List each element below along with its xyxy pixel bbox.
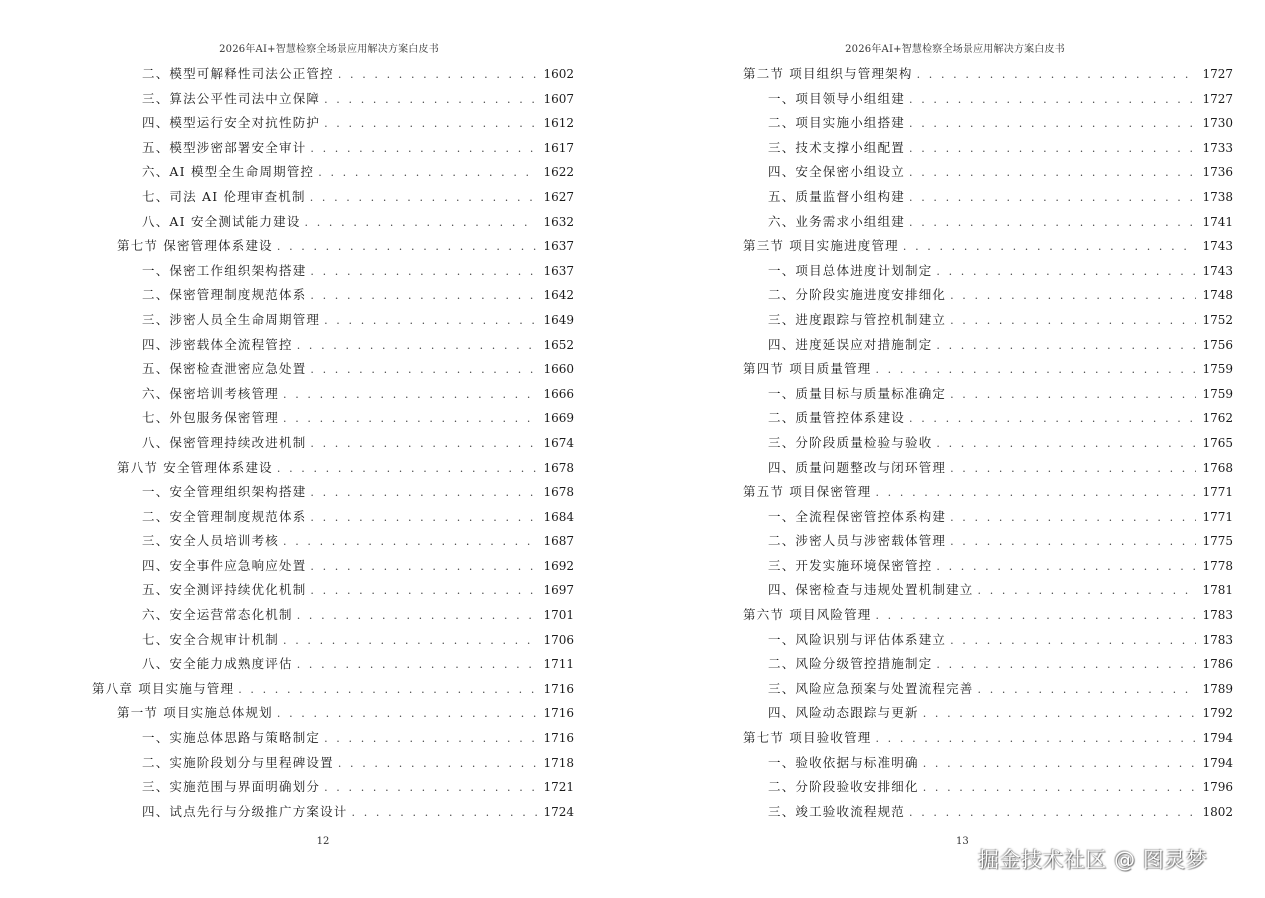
toc-entry-page: 1743 xyxy=(1202,263,1233,278)
toc-leader-dots xyxy=(277,702,538,727)
toc-leader-dots xyxy=(923,752,1197,777)
toc-entry-title: 三、分阶段质量检验与验收 xyxy=(768,434,933,450)
toc-entry-page: 1649 xyxy=(543,312,574,327)
toc-entry[interactable] xyxy=(92,333,574,358)
toc-leader-dots xyxy=(283,530,537,555)
toc-entry[interactable] xyxy=(92,87,574,112)
toc-entry-page: 1741 xyxy=(1202,214,1233,229)
page-header: 2026年AI+智慧检察全场景应用解决方案白皮书 xyxy=(219,44,439,55)
toc-leader-dots xyxy=(310,432,537,457)
toc-entry-title: 八、安全能力成熟度评估 xyxy=(142,656,293,672)
toc-entry[interactable] xyxy=(92,456,574,481)
toc-leader-dots xyxy=(875,481,1196,506)
toc-entry[interactable] xyxy=(743,505,1233,530)
toc-entry[interactable] xyxy=(92,210,574,235)
toc-entry-page: 1607 xyxy=(543,91,574,106)
toc-entry[interactable] xyxy=(743,111,1233,136)
toc-entry-page: 1724 xyxy=(543,804,574,819)
toc-entry-page: 1711 xyxy=(543,657,574,672)
toc-leader-dots xyxy=(909,801,1196,826)
toc-leader-dots xyxy=(297,334,538,359)
toc-leader-dots xyxy=(875,727,1196,752)
toc-entry[interactable] xyxy=(743,628,1233,653)
toc-entry-page: 1743 xyxy=(1202,239,1233,254)
toc-entry[interactable] xyxy=(92,529,574,554)
toc-entry-title: 五、质量监督小组构建 xyxy=(768,188,906,204)
toc-leader-dots xyxy=(297,604,538,629)
toc-entry-title: 八、AI 安全测试能力建设 xyxy=(142,213,301,229)
toc-leader-dots xyxy=(936,334,1196,359)
toc-entry-page: 1792 xyxy=(1202,706,1233,721)
toc-entry[interactable] xyxy=(92,185,574,210)
toc-entry-page: 1733 xyxy=(1202,140,1233,155)
toc-entry-title: 第八节 安全管理体系建设 xyxy=(117,459,273,475)
toc-leader-dots xyxy=(338,63,538,88)
toc-entry-page: 1716 xyxy=(543,731,574,746)
toc-entry-title: 五、保密检查泄密应急处置 xyxy=(142,361,307,377)
toc-entry-page: 1738 xyxy=(1202,189,1233,204)
toc-entry-page: 1727 xyxy=(1202,67,1233,81)
toc-leader-dots xyxy=(950,309,1196,334)
toc-entry[interactable] xyxy=(92,283,574,308)
toc-entry-title: 一、风险识别与评估体系建立 xyxy=(768,631,947,647)
toc-entry[interactable] xyxy=(743,382,1233,407)
toc-entry-page: 1796 xyxy=(1202,780,1233,795)
toc-entry[interactable] xyxy=(92,111,574,136)
toc-entry-title: 三、开发实施环境保密管控 xyxy=(768,557,933,573)
toc-entry-title: 三、竣工验收流程规范 xyxy=(768,803,906,819)
toc-entry-page: 1632 xyxy=(543,214,574,229)
toc-entry-title: 三、涉密人员全生命周期管理 xyxy=(142,311,321,327)
toc-entry-page: 1794 xyxy=(1202,731,1233,746)
toc-leader-dots xyxy=(324,776,537,801)
toc-entry[interactable] xyxy=(743,529,1233,554)
toc-leader-dots xyxy=(310,358,537,383)
toc-leader-dots xyxy=(297,653,538,678)
toc-entry-title: 一、实施总体思路与策略制定 xyxy=(142,730,321,746)
toc-entry-title: 一、全流程保密管控体系构建 xyxy=(768,508,947,524)
toc-leader-dots xyxy=(950,629,1196,654)
toc-entry-page: 1759 xyxy=(1202,386,1233,401)
toc-entry-title: 一、验收依据与标准明确 xyxy=(768,754,919,770)
toc-leader-dots xyxy=(978,579,1197,604)
toc-leader-dots xyxy=(338,752,538,777)
toc-entry-title: 七、安全合规审计机制 xyxy=(142,631,280,647)
toc-leader-dots xyxy=(324,309,537,334)
toc-entry-title: 三、安全人员培训考核 xyxy=(142,533,280,549)
toc-leader-dots xyxy=(310,555,537,580)
toc-leader-dots xyxy=(936,555,1196,580)
toc-entry-page: 1736 xyxy=(1202,165,1233,180)
toc-entry[interactable] xyxy=(743,234,1233,259)
toc-entry-page: 1637 xyxy=(543,239,574,254)
toc-leader-dots xyxy=(909,137,1196,162)
toc-entry-page: 1678 xyxy=(543,485,574,500)
toc-entry-page: 1718 xyxy=(543,755,574,770)
toc-entry-title: 第五节 项目保密管理 xyxy=(743,484,872,500)
toc-entry-title: 第六节 项目风险管理 xyxy=(743,607,872,623)
toc-entry[interactable] xyxy=(743,800,1233,825)
toc-entry-title: 二、安全管理制度规范体系 xyxy=(142,508,307,524)
toc-entry-page: 1759 xyxy=(1202,362,1233,377)
toc-leader-dots xyxy=(283,629,537,654)
toc-entry-title: 第一节 项目实施总体规划 xyxy=(117,705,273,721)
toc-entry[interactable] xyxy=(92,308,574,333)
toc-entry-title: 第七节 项目验收管理 xyxy=(743,730,872,746)
toc-entry-title: 二、保密管理制度规范体系 xyxy=(142,287,307,303)
toc-entry[interactable] xyxy=(92,775,574,800)
toc-leader-dots xyxy=(310,186,538,211)
toc-entry-page: 1652 xyxy=(543,337,574,352)
toc-entry[interactable] xyxy=(743,160,1233,185)
toc-entry-title: 二、风险分级管控措施制定 xyxy=(768,656,933,672)
toc-entry-page: 1762 xyxy=(1202,411,1233,426)
toc-leader-dots xyxy=(903,235,1197,260)
toc-entry[interactable] xyxy=(743,308,1233,333)
left-page xyxy=(0,0,632,898)
toc-entry[interactable] xyxy=(92,505,574,530)
toc-leader-dots xyxy=(909,88,1196,113)
toc-entry-title: 四、安全保密小组设立 xyxy=(768,164,906,180)
toc-entry[interactable] xyxy=(92,62,574,87)
toc-entry[interactable] xyxy=(92,431,574,456)
toc-entry-page: 1678 xyxy=(543,460,574,475)
toc-entry-page: 1627 xyxy=(543,189,574,204)
toc-entry-page: 1642 xyxy=(543,288,574,303)
toc-entry-page: 1684 xyxy=(543,509,574,524)
toc-entry[interactable] xyxy=(743,480,1233,505)
toc-entry-page: 1697 xyxy=(543,583,574,598)
toc-entry[interactable] xyxy=(92,480,574,505)
toc-entry-page: 1727 xyxy=(1202,91,1233,106)
toc-entry-page: 1687 xyxy=(543,534,574,549)
toc-leader-dots xyxy=(310,284,537,309)
toc-entry-page: 1802 xyxy=(1202,804,1233,819)
toc-entry-page: 1783 xyxy=(1202,632,1233,647)
toc-leader-dots xyxy=(936,432,1196,457)
toc-entry[interactable] xyxy=(743,677,1233,702)
toc-leader-dots xyxy=(310,260,537,285)
toc-entry-title: 二、质量管控体系建设 xyxy=(768,410,906,426)
toc-entry-title: 一、质量目标与质量标准确定 xyxy=(768,385,947,401)
toc-entry-title: 六、保密培训考核管理 xyxy=(142,385,280,401)
toc-leader-dots xyxy=(909,161,1196,186)
toc-entry-page: 1706 xyxy=(543,632,574,647)
toc-entry[interactable] xyxy=(743,406,1233,431)
toc-leader-dots xyxy=(310,506,537,531)
toc-entry[interactable] xyxy=(743,210,1233,235)
toc-entry[interactable] xyxy=(743,87,1233,112)
toc-entry-page: 1771 xyxy=(1202,485,1233,500)
toc-entry[interactable] xyxy=(92,603,574,628)
toc-entry-title: 四、保密检查与违规处置机制建立 xyxy=(768,582,974,598)
toc-entry[interactable] xyxy=(92,677,574,702)
toc-leader-dots xyxy=(923,776,1197,801)
toc-leader-dots xyxy=(875,358,1196,383)
toc-leader-dots xyxy=(283,383,537,408)
toc-entry-page: 1778 xyxy=(1202,558,1233,573)
toc-leader-dots xyxy=(318,161,537,186)
toc-leader-dots xyxy=(310,579,537,604)
watermark: 掘金技术社区 @ 图灵梦 xyxy=(978,848,1208,872)
toc-entry-title: 四、进度延误应对措施制定 xyxy=(768,336,933,352)
toc-entry-title: 三、风险应急预案与处置流程完善 xyxy=(768,680,974,696)
toc-entry[interactable] xyxy=(743,259,1233,284)
toc-entry[interactable] xyxy=(743,62,1233,87)
toc-leader-dots xyxy=(909,211,1196,236)
table-of-contents xyxy=(743,62,1233,824)
toc-entry-title: 二、项目实施小组搭建 xyxy=(768,115,906,131)
toc-entry-page: 1765 xyxy=(1202,435,1233,450)
toc-leader-dots xyxy=(978,678,1197,703)
toc-entry[interactable] xyxy=(92,382,574,407)
toc-leader-dots xyxy=(277,235,538,260)
toc-entry-page: 1756 xyxy=(1202,337,1233,352)
toc-entry-title: 六、安全运营常态化机制 xyxy=(142,607,293,623)
toc-leader-dots xyxy=(324,112,537,137)
toc-entry-title: 八、保密管理持续改进机制 xyxy=(142,434,307,450)
toc-entry-title: 第四节 项目质量管理 xyxy=(743,361,872,377)
toc-entry[interactable] xyxy=(92,652,574,677)
page-number: 13 xyxy=(956,836,969,847)
toc-entry-page: 1786 xyxy=(1202,657,1233,672)
toc-leader-dots xyxy=(277,457,538,482)
toc-entry-page: 1794 xyxy=(1202,755,1233,770)
toc-entry[interactable] xyxy=(743,333,1233,358)
toc-entry-title: 第七节 保密管理体系建设 xyxy=(117,238,273,254)
toc-entry-page: 1783 xyxy=(1202,608,1233,623)
toc-entry[interactable] xyxy=(743,751,1233,776)
toc-entry-page: 1768 xyxy=(1202,460,1233,475)
toc-entry[interactable] xyxy=(743,185,1233,210)
toc-entry-title: 一、项目总体进度计划制定 xyxy=(768,262,933,278)
toc-entry-page: 1602 xyxy=(543,67,574,81)
toc-leader-dots xyxy=(324,727,537,752)
toc-entry-title: 五、安全测评持续优化机制 xyxy=(142,582,307,598)
toc-leader-dots xyxy=(917,63,1197,88)
toc-leader-dots xyxy=(310,137,537,162)
toc-leader-dots xyxy=(352,801,538,826)
toc-entry[interactable] xyxy=(743,357,1233,382)
toc-entry-page: 1692 xyxy=(543,558,574,573)
toc-entry[interactable] xyxy=(92,751,574,776)
toc-leader-dots xyxy=(950,506,1196,531)
toc-entry-title: 一、安全管理组织架构搭建 xyxy=(142,484,307,500)
toc-leader-dots xyxy=(909,112,1196,137)
toc-entry-page: 1752 xyxy=(1202,312,1233,327)
toc-entry-page: 1660 xyxy=(543,362,574,377)
toc-entry[interactable] xyxy=(743,652,1233,677)
toc-leader-dots xyxy=(909,186,1196,211)
toc-leader-dots xyxy=(305,211,538,236)
toc-entry-page: 1789 xyxy=(1202,681,1233,696)
toc-entry-title: 第二节 项目组织与管理架构 xyxy=(743,66,913,81)
toc-entry[interactable] xyxy=(743,578,1233,603)
toc-entry-page: 1666 xyxy=(543,386,574,401)
toc-entry-title: 六、业务需求小组组建 xyxy=(768,213,906,229)
toc-entry-title: 三、技术支撑小组配置 xyxy=(768,139,906,155)
toc-leader-dots xyxy=(875,604,1196,629)
toc-leader-dots xyxy=(950,457,1196,482)
toc-entry[interactable] xyxy=(743,775,1233,800)
toc-entry-page: 1771 xyxy=(1202,509,1233,524)
toc-entry-page: 1701 xyxy=(543,608,574,623)
toc-entry-title: 四、质量问题整改与闭环管理 xyxy=(768,459,947,475)
toc-leader-dots xyxy=(324,88,537,113)
toc-leader-dots xyxy=(238,678,537,703)
toc-entry[interactable] xyxy=(92,160,574,185)
toc-entry-title: 六、AI 模型全生命周期管控 xyxy=(142,164,315,180)
toc-entry-page: 1674 xyxy=(543,435,574,450)
toc-entry-title: 四、风险动态跟踪与更新 xyxy=(768,705,919,721)
toc-entry-title: 三、实施范围与界面明确划分 xyxy=(142,779,321,795)
toc-entry[interactable] xyxy=(92,259,574,284)
toc-entry-title: 二、分阶段实施进度安排细化 xyxy=(768,287,947,303)
toc-entry-page: 1730 xyxy=(1202,116,1233,131)
page-header: 2026年AI+智慧检察全场景应用解决方案白皮书 xyxy=(845,44,1065,55)
toc-entry[interactable] xyxy=(743,136,1233,161)
toc-entry[interactable] xyxy=(92,234,574,259)
toc-entry[interactable] xyxy=(92,357,574,382)
toc-entry-page: 1716 xyxy=(543,681,574,696)
toc-entry[interactable] xyxy=(743,726,1233,751)
toc-entry-page: 1781 xyxy=(1202,583,1233,598)
toc-entry[interactable] xyxy=(743,283,1233,308)
toc-entry[interactable] xyxy=(92,628,574,653)
toc-leader-dots xyxy=(923,702,1197,727)
toc-entry-title: 一、项目领导小组组建 xyxy=(768,90,906,106)
table-of-contents xyxy=(92,62,574,824)
toc-leader-dots xyxy=(310,481,537,506)
toc-entry[interactable] xyxy=(92,726,574,751)
toc-entry-page: 1622 xyxy=(543,165,574,180)
toc-entry[interactable] xyxy=(743,456,1233,481)
toc-entry[interactable] xyxy=(743,554,1233,579)
toc-leader-dots xyxy=(950,530,1196,555)
toc-entry[interactable] xyxy=(92,554,574,579)
toc-entry-title: 二、实施阶段划分与里程碑设置 xyxy=(142,754,334,770)
toc-entry-page: 1721 xyxy=(543,780,574,795)
toc-entry[interactable] xyxy=(92,136,574,161)
toc-entry[interactable] xyxy=(743,431,1233,456)
toc-entry[interactable] xyxy=(92,701,574,726)
right-page xyxy=(633,0,1265,898)
toc-entry-title: 五、模型涉密部署安全审计 xyxy=(142,139,307,155)
toc-entry[interactable] xyxy=(743,701,1233,726)
toc-entry[interactable] xyxy=(92,800,574,825)
toc-entry-title: 二、分阶段验收安排细化 xyxy=(768,779,919,795)
toc-entry-title: 一、保密工作组织架构搭建 xyxy=(142,262,307,278)
toc-entry[interactable] xyxy=(92,578,574,603)
toc-entry-page: 1637 xyxy=(543,263,574,278)
toc-entry-page: 1748 xyxy=(1202,288,1233,303)
toc-entry-title: 第三节 项目实施进度管理 xyxy=(743,238,899,254)
toc-entry-title: 四、试点先行与分级推广方案设计 xyxy=(142,803,348,819)
toc-leader-dots xyxy=(909,407,1196,432)
toc-entry-page: 1716 xyxy=(543,706,574,721)
toc-entry-title: 二、涉密人员与涉密载体管理 xyxy=(768,533,947,549)
toc-leader-dots xyxy=(936,653,1196,678)
toc-entry-title: 四、安全事件应急响应处置 xyxy=(142,557,307,573)
toc-entry-page: 1617 xyxy=(543,140,574,155)
toc-entry-title: 四、涉密载体全流程管控 xyxy=(142,336,293,352)
toc-entry-page: 1775 xyxy=(1202,534,1233,549)
toc-leader-dots xyxy=(950,383,1196,408)
toc-entry-title: 二、模型可解释性司法公正管控 xyxy=(142,66,334,81)
toc-leader-dots xyxy=(936,260,1196,285)
toc-leader-dots xyxy=(283,407,537,432)
toc-entry-title: 三、进度跟踪与管控机制建立 xyxy=(768,311,947,327)
toc-entry[interactable] xyxy=(743,603,1233,628)
toc-leader-dots xyxy=(950,284,1196,309)
toc-entry[interactable] xyxy=(92,406,574,431)
page-number: 12 xyxy=(316,836,330,847)
toc-entry-title: 三、算法公平性司法中立保障 xyxy=(142,90,321,106)
toc-entry-title: 第八章 项目实施与管理 xyxy=(92,680,235,696)
toc-entry-page: 1612 xyxy=(543,116,574,131)
toc-entry-title: 七、外包服务保密管理 xyxy=(142,410,280,426)
toc-entry-title: 四、模型运行安全对抗性防护 xyxy=(142,115,321,131)
toc-entry-page: 1669 xyxy=(543,411,574,426)
toc-entry-title: 七、司法 AI 伦理审查机制 xyxy=(142,188,306,204)
